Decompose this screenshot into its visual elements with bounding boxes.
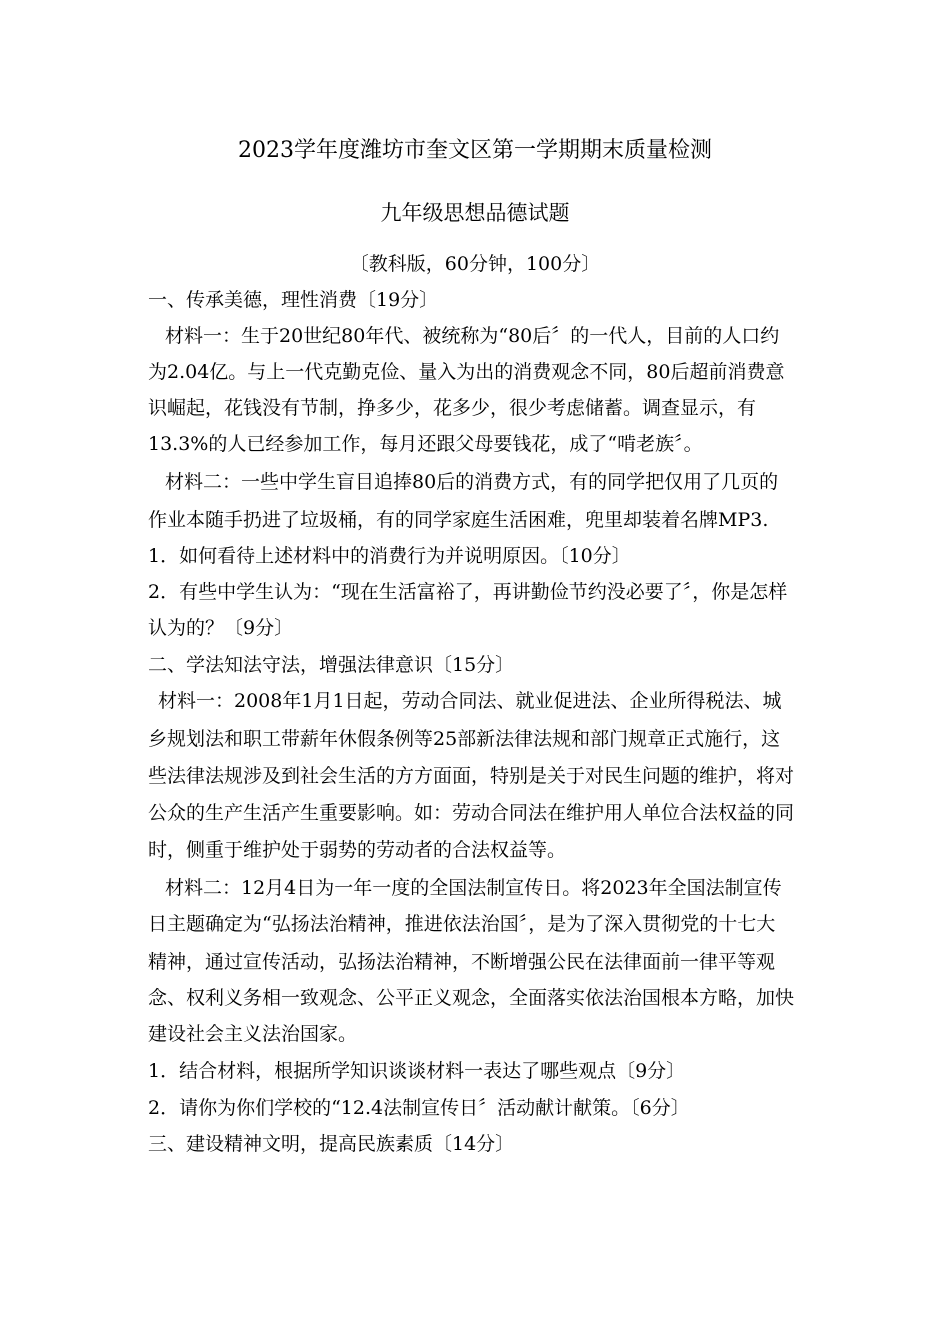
section2-material2-line: 念、权利义务相一致观念、公平正义观念，全面落实依法治国根本方略，加快 [148, 987, 795, 1009]
section2-material2-line: 日主题确定为“弘扬法治精神，推进依法治国〞，是为了深入贯彻党的十七大 [148, 913, 776, 935]
section2-material2-line: 材料二：12月4日为一年一度的全国法制宣传日。将2023年全国法制宣传 [165, 877, 782, 899]
exam-subtitle: 九年级思想品德试题 [380, 201, 570, 225]
section1-material1-line: 识崛起，花钱没有节制，挣多少，花多少，很少考虑储蓄。调查显示，有 [148, 397, 757, 419]
section2-material1-line: 公众的生产生活产生重要影响。如：劳动合同法在维护用人单位合法权益的同 [148, 802, 795, 824]
exam-title: 2023学年度潍坊市奎文区第一学期期末质量检测 [238, 138, 712, 163]
section1-material1-line: 为2.04亿。与上一代克勤克俭、量入为出的消费观念不同，80后超前消费意 [148, 361, 785, 383]
section1-question2-line: 认为的？〔9分〕 [148, 617, 294, 639]
section2-material2-line: 精神，通过宣传活动，弘扬法治精神，不断增强公民在法律面前一律平等观 [148, 951, 776, 973]
exam-info: 〔教科版，60分钟，100分〕 [349, 253, 601, 275]
section1-question1: 1．如何看待上述材料中的消费行为并说明原因。〔10分〕 [148, 545, 631, 567]
section1-material1-line: 材料一：生于20世纪80年代、被统称为“80后〞的一代人，目前的人口约 [165, 325, 780, 347]
section2-question2: 2．请你为你们学校的“12.4法制宣传日〞活动献计献策。〔6分〕 [148, 1097, 690, 1119]
section2-material1-line: 乡规划法和职工带薪年休假条例等25部新法律法规和部门规章正式施行，这 [148, 728, 781, 750]
section2-material1-line: 材料一：2008年1月1日起，劳动合同法、就业促进法、企业所得税法、城 [158, 690, 782, 712]
section1-material2-line: 材料二：一些中学生盲目追捧80后的消费方式，有的同学把仅用了几页的 [165, 471, 779, 493]
section3-heading: 三、建设精神文明，提高民族素质〔14分〕 [148, 1133, 515, 1155]
section1-question2-line: 2．有些中学生认为：“现在生活富裕了，再讲勤俭节约没必要了〞，你是怎样 [148, 581, 788, 603]
section2-material2-line: 建设社会主义法治国家。 [148, 1023, 358, 1045]
section1-heading: 一、传承美德，理性消费〔19分〕 [148, 289, 439, 311]
section2-heading: 二、学法知法守法，增强法律意识〔15分〕 [148, 654, 515, 676]
section2-material1-line: 些法律法规涉及到社会生活的方方面面，特别是关于对民生问题的维护，将对 [148, 765, 795, 787]
section1-material1-line: 13.3%的人已经参加工作，每月还跟父母要钱花，成了“啃老族〞。 [148, 433, 703, 455]
section2-material1-line: 时，侧重于维护处于弱势的劳动者的合法权益等。 [148, 839, 567, 861]
section2-question1: 1．结合材料，根据所学知识谈谈材料一表达了哪些观点〔9分〕 [148, 1060, 686, 1082]
section1-material2-line: 作业本随手扔进了垃圾桶，有的同学家庭生活困难，兜里却装着名牌MP3. [148, 509, 769, 531]
